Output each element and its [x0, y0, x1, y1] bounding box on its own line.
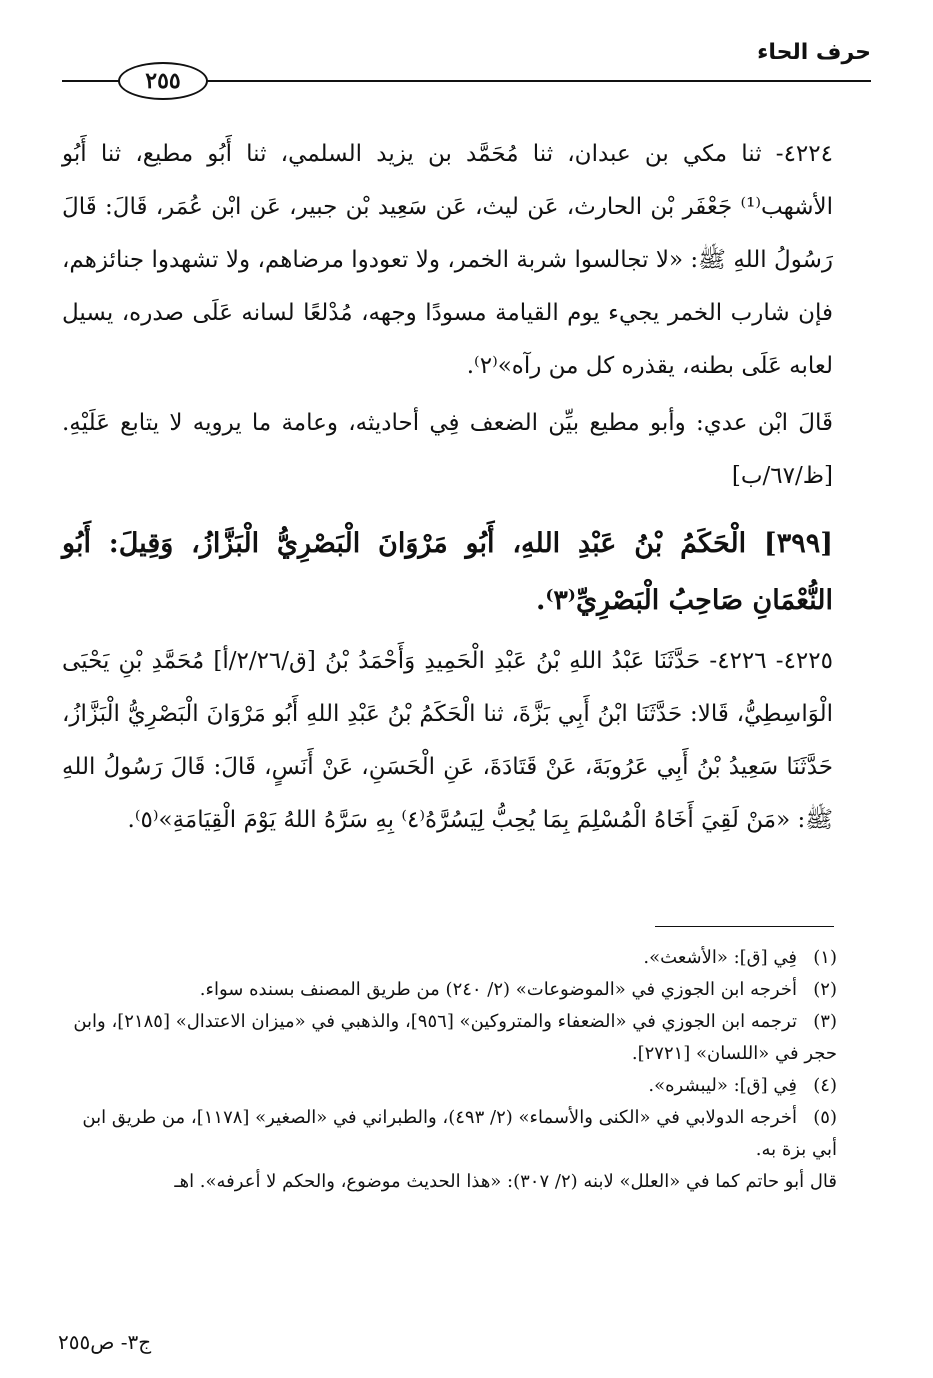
hadith-4224: ٤٢٢٤- ثنا مكي بن عبدان، ثنا مُحَمَّد بن يزيد السلمي، ثنا أَبُو مطيع، ثنا أَبُو الأشهب⁽¹⁾ جَعْفَر بْن الحارث، عَن ليث، عَن سَعِيد بْن جبير، عَن ابْن عُمَر، قَالَ: قَالَ رَسُولُ اللهِ ﷺ: «لا تجالسوا شربة الخمر، ولا تعودوا مرضاهم، ولا تشهدوا جنائزهم، فإن شارب الخمر يجيء يوم القيامة مسودًا وجهه، مُدْلعًا لسانه عَلَى صدره، يسيل لعابه عَلَى بطنه، يقذره كل من رآه»⁽٢⁾.	[62, 141, 833, 379]
footnote-5-continuation: قال أبو حاتم كما في «العلل» لابنه (٢/ ٣٠٧): «هذا الحديث موضوع، والحكم لا أعرفه». اهـ	[174, 1171, 837, 1192]
footnote-5	[62, 1102, 837, 1166]
footnote-1	[62, 942, 837, 974]
footnote-4	[62, 1070, 837, 1102]
footnote-number: (٢)	[813, 979, 837, 1000]
chapter-heading: [٣٩٩] الْحَكَمُ بْنُ عَبْدِ اللهِ، أَبُو مَرْوَانَ الْبَصْرِيُّ الْبَزَّازُ، وَقِيلَ: أَبُو النُّعْمَانِ صَاحِبُ الْبَصْرِيِّ⁽٣⁾.	[62, 528, 833, 616]
running-header: حرف الحاء	[757, 40, 871, 65]
footnote-text: أخرجه الدولابي في «الكنى والأسماء» (٢/ ٤٩٣)، والطبراني في «الصغير» [١١٧٨]، من طريق ابن أبي بزة به.	[82, 1107, 837, 1160]
volume-page-reference: ج٣- ص٢٥٥	[58, 1330, 152, 1354]
footnote-text: أخرجه ابن الجوزي في «الموضوعات» (٢/ ٢٤٠) من طريق المصنف بسنده سواء.	[199, 979, 797, 1000]
footnote-number: (١)	[813, 947, 837, 968]
footnote-number: (٣)	[813, 1011, 837, 1032]
ibn-adi-comment: قَالَ ابْن عدي: وأبو مطيع بيِّن الضعف فِي أحاديثه، وعامة ما يرويه لا يتابع عَلَيْهِ. [ظ/٦٧/ب]	[62, 410, 833, 489]
footnote-2	[62, 974, 837, 1006]
page-number: ٢٥٥	[118, 62, 208, 100]
footnote-text: فِي [ق]: «الأشعث».	[643, 947, 797, 968]
footnote-separator	[655, 926, 834, 927]
footnote-3	[62, 1006, 837, 1070]
footnote-number: (٤)	[813, 1075, 837, 1096]
footnote-text: فِي [ق]: «ليبشره».	[648, 1075, 797, 1096]
footnote-text: ترجمه ابن الجوزي في «الضعفاء والمتروكين» [٩٥٦]، والذهبي في «ميزان الاعتدال» [٢١٨٥]، وابن حجر في «اللسان» [٢٧٢١].	[73, 1011, 837, 1064]
footnote-number: (٥)	[813, 1107, 837, 1128]
hadith-4225: ٤٢٢٥- ٤٢٢٦- حَدَّثَنَا عَبْدُ اللهِ بْنُ عَبْدِ الْحَمِيدِ وَأَحْمَدُ بْنُ [ق/٢/٢٦/أ] مُحَمَّدِ بْنِ يَحْيَى الْوَاسِطِيُّ، قَالا: حَدَّثَنَا ابْنُ أَبِي بَزَّةَ، ثنا الْحَكَمُ بْنُ عَبْدِ اللهِ أَبُو مَرْوَانَ الْبَصْرِيُّ الْبَزَّازُ، حَدَّثَنَا سَعِيدُ بْنُ أَبِي عَرُوبَةَ، عَنْ قَتَادَةَ، عَنِ الْحَسَنِ، عَنْ أَنَسٍ، قَالَ: قَالَ رَسُولُ اللهِ ﷺ: «مَنْ لَقِيَ أَخَاهُ الْمُسْلِمَ بِمَا يُحِبُّ لِيَسُرَّهُ⁽٤⁾ بِهِ سَرَّهُ اللهُ يَوْمَ الْقِيَامَةِ»⁽٥⁾.	[62, 648, 833, 833]
footnotes	[62, 942, 837, 1198]
main-text	[62, 128, 833, 847]
